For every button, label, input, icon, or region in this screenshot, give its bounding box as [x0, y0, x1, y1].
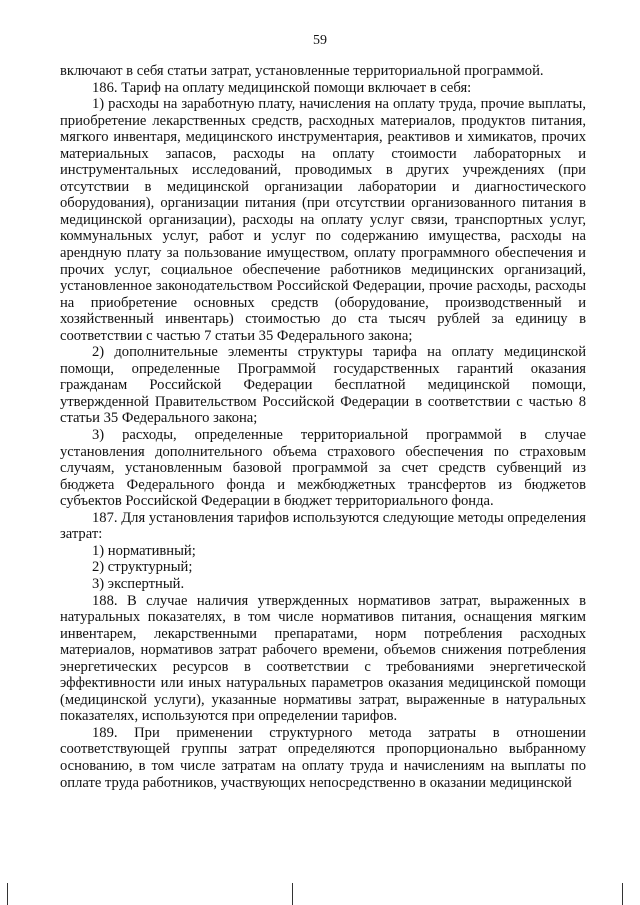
list-item-187-3: 3) экспертный.: [92, 575, 185, 592]
paragraph-189: 189. При применении структурного метода затраты в отношении соответствующей группы затрат определяются пропорционально выбранному основанию, в том числе затратам на оплату труда и начислениям на выплаты по оплате труда работников, участвующих непосредственно в оказании медицинской: [60, 724, 586, 791]
list-item-187-1: 1) нормативный;: [92, 542, 196, 559]
list-item-186-1: 1) расходы на заработную плату, начисления на оплату труда, прочие выплаты, приобретение лекарственных средств, расходных материалов, продуктов питания, мягкого инвентаря, медицинского инструментария, реактивов и химикатов, прочих материальных запасов, расходы на оплату стоимости лабораторных и инструментальных исследований, проводимых в других учреждениях (при отсутствии в медицинской организации лаборатории и диагностического оборудования), организации питания (при отсутствии организованного питания в медицинской организации), расходы на оплату услуг связи, транспортных услуг, коммунальных услуг, работ и услуг по содержанию имущества, расходы на арендную плату за пользование имуществом, оплату программного обеспечения и прочих услуг, социальное обеспечение работников медицинских организаций, установленное законодательством Российской Федерации, прочие расходы, расходы на приобретение основных средств (оборудование, производственный и хозяйственный инвентарь) стоимостью до ста тысяч рублей за единицу в соответствии с частью 7 статьи 35 Федерального закона;: [60, 96, 586, 344]
page-number: 59: [313, 33, 327, 48]
scan-edge-mark-right: [622, 883, 623, 905]
scan-edge-mark-left: [7, 883, 8, 905]
paragraph-continuation: включают в себя статьи затрат, установленные территориальной программой.: [60, 63, 544, 79]
list-item-186-2: 2) дополнительные элементы структуры тарифа на оплату медицинской помощи, определенные Программой государственных гарантий оказания гражданам Российской Федерации бесплатной медицинской помощи, утвержденной Правительством Российской Федерации в соответствии с частью 8 статьи 35 Федерального закона;: [60, 344, 586, 427]
list-item-187-2: 2) структурный;: [92, 559, 193, 576]
paragraph-188: 188. В случае наличия утвержденных нормативов затрат, выраженных в натуральных показателях, в том числе нормативов питания, оснащения мягким инвентарем, лекарственными препаратами, норм потребления расходных материалов, нормативов затрат рабочего времени, объемов снижения потребления энергетических ресурсов в соответствии с требованиями энергетической эффективности или иных натуральных параметров оказания медицинской помощи (медицинской услуги), указанные нормативы затрат, выраженные в натуральных показателях, используются при определении тарифов.: [60, 592, 586, 725]
scan-edge-mark-center: [292, 883, 293, 905]
paragraph-186: 186. Тариф на оплату медицинской помощи включает в себя:: [92, 79, 472, 96]
list-item-186-3: 3) расходы, определенные территориальной программой в случае установления дополнительного объема страхового обеспечения по страховым случаям, установленным базовой программой за счет средств субвенций из бюджета Федерального фонда и межбюджетных трансфертов из бюджетов субъектов Российской Федерации в бюджет территориального фонда.: [60, 427, 586, 510]
document-body: [60, 63, 586, 791]
paragraph-187: 187. Для установления тарифов используются следующие методы определения затрат:: [60, 509, 586, 543]
